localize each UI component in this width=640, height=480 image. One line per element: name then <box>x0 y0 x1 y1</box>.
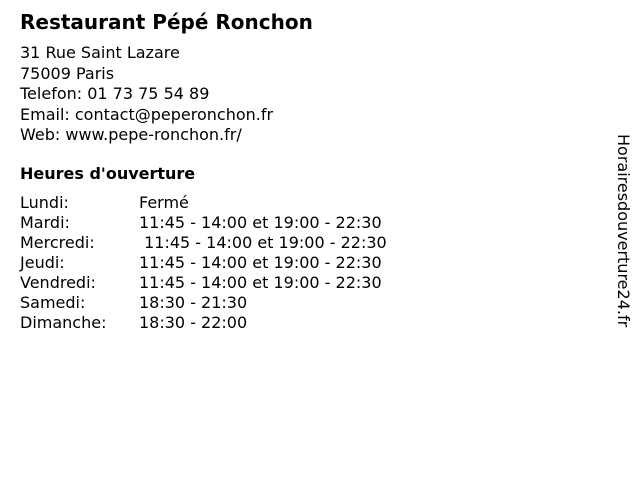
hours-row-tuesday <box>20 213 387 233</box>
time-value: 18:30 - 22:00 <box>139 313 248 332</box>
hours-row-sunday <box>20 313 387 333</box>
address-street: 31 Rue Saint Lazare <box>20 43 180 62</box>
contact-block <box>20 43 273 146</box>
hours-heading: Heures d'ouverture <box>20 164 196 183</box>
time-value: Fermé <box>139 193 189 212</box>
time-value: 18:30 - 21:30 <box>139 293 248 312</box>
hours-row-monday <box>20 193 387 213</box>
site-watermark: Horairesdouverture24.fr <box>614 134 633 328</box>
day-label: Vendredi: <box>20 273 96 292</box>
hours-row-wednesday <box>20 233 387 253</box>
day-label: Samedi: <box>20 293 86 312</box>
hours-row-friday <box>20 273 387 293</box>
time-value: 11:45 - 14:00 et 19:00 - 22:30 <box>139 233 387 252</box>
hours-row-saturday <box>20 293 387 313</box>
time-value: 11:45 - 14:00 et 19:00 - 22:30 <box>139 273 382 292</box>
day-label: Lundi: <box>20 193 69 212</box>
day-label: Mardi: <box>20 213 70 232</box>
day-label: Dimanche: <box>20 313 107 332</box>
time-value: 11:45 - 14:00 et 19:00 - 22:30 <box>139 253 382 272</box>
day-label: Mercredi: <box>20 233 95 252</box>
hours-row-thursday <box>20 253 387 273</box>
phone-text: Telefon: 01 73 75 54 89 <box>20 84 210 103</box>
time-value: 11:45 - 14:00 et 19:00 - 22:30 <box>139 213 382 232</box>
address-city: 75009 Paris <box>20 63 115 83</box>
website-text: Web: www.pepe-ronchon.fr/ <box>20 125 242 144</box>
day-label: Jeudi: <box>20 253 65 272</box>
restaurant-name: Restaurant Pépé Ronchon <box>20 10 313 34</box>
hours-table <box>20 193 387 333</box>
email-text: Email: contact@peperonchon.fr <box>20 104 274 124</box>
